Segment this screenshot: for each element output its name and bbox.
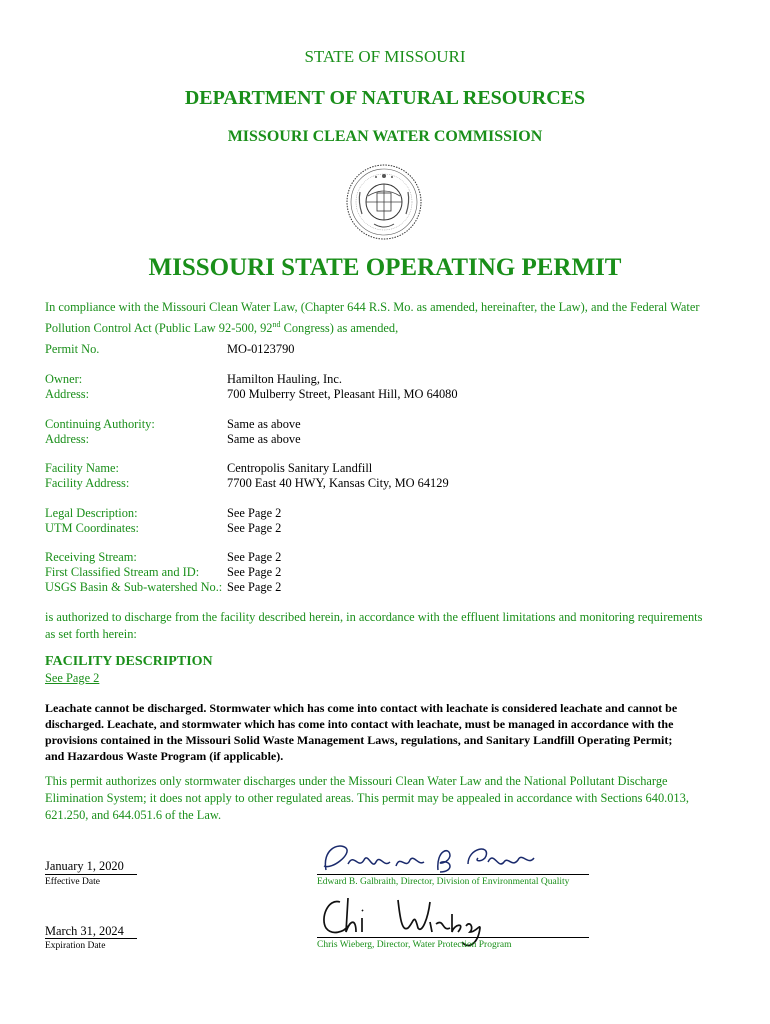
effective-date-label: Effective Date	[45, 877, 100, 887]
authorized-line-1: is authorized to discharge from the facility described herein, in accordance with the effluent limitations and monitoring requirements	[45, 610, 703, 624]
effective-date-line	[45, 874, 137, 875]
usgs-label: USGS Basin & Sub-watershed No.:	[45, 580, 223, 594]
signer1-name: Edward B. Galbraith, Director, Division of Environmental Quality	[317, 877, 570, 887]
state-heading: STATE OF MISSOURI	[304, 47, 466, 66]
continuing-authority-value: Same as above	[227, 417, 301, 431]
continuing-authority-label: Continuing Authority:	[45, 417, 155, 431]
facility-description-link[interactable]: See Page 2	[45, 671, 100, 685]
leachate-line-4: and Hazardous Waste Program (if applicable).	[45, 749, 284, 763]
facility-address-label: Facility Address:	[45, 476, 130, 490]
utm-label: UTM Coordinates:	[45, 521, 139, 535]
effective-date: January 1, 2020	[45, 859, 124, 873]
owner-address-label: Address:	[45, 387, 90, 401]
signer2-line	[317, 937, 589, 938]
expiration-date: March 31, 2024	[45, 924, 124, 938]
intro-line-1: In compliance with the Missouri Clean Water Law, (Chapter 644 R.S. Mo. as amended, hereinafter, the Law), and the Federal Water	[45, 300, 700, 314]
signer1-line	[317, 874, 589, 875]
authorizes-line-3: 621.250, and 644.051.6 of the Law.	[45, 808, 222, 822]
department-heading: DEPARTMENT OF NATURAL RESOURCES	[184, 87, 586, 109]
intro-paragraph	[45, 299, 725, 337]
signer2-name: Chris Wieberg, Director, Water Protection Program	[317, 940, 512, 950]
facility-address-value: 7700 East 40 HWY, Kansas City, MO 64129	[227, 476, 449, 490]
facility-name-value: Centropolis Sanitary Landfill	[227, 461, 373, 475]
leachate-paragraph	[45, 700, 725, 764]
intro-line-2: Pollution Control Act (Public Law 92-500, 92nd Congress) as amended,	[45, 320, 399, 336]
facility-description-heading: FACILITY DESCRIPTION	[45, 654, 213, 669]
legal-description-value: See Page 2	[227, 506, 282, 520]
receiving-stream-label: Receiving Stream:	[45, 550, 137, 564]
legal-description-label: Legal Description:	[45, 506, 138, 520]
commission-heading: MISSOURI CLEAN WATER COMMISSION	[227, 128, 543, 145]
first-classified-value: See Page 2	[227, 565, 282, 579]
leachate-line-3: provisions contained in the Missouri Solid Waste Management Laws, regulations, and Sanitary Landfill Operating Permit;	[45, 733, 673, 747]
authorizes-line-1: This permit authorizes only stormwater discharges under the Missouri Clean Water Law and the National Pollutant Discharge	[45, 774, 668, 788]
permit-no-label: Permit No.	[45, 342, 100, 356]
first-classified-label: First Classified Stream and ID:	[45, 565, 200, 579]
owner-label: Owner:	[45, 372, 83, 386]
authorizes-line-2: Elimination System; it does not apply to other regulated areas. This permit may be appealed in accordance with Sections 640.013,	[45, 791, 689, 805]
expiration-date-label: Expiration Date	[45, 941, 106, 951]
receiving-stream-value: See Page 2	[227, 550, 282, 564]
permit-no-value: MO-0123790	[227, 342, 295, 356]
utm-value: See Page 2	[227, 521, 282, 535]
owner-address-value: 700 Mulberry Street, Pleasant Hill, MO 64080	[227, 387, 458, 401]
permit-title: MISSOURI STATE OPERATING PERMIT	[148, 254, 622, 281]
missouri-state-seal-icon	[344, 162, 424, 242]
ca-address-value: Same as above	[227, 432, 301, 446]
authorized-paragraph	[45, 609, 725, 643]
authorizes-paragraph	[45, 773, 725, 824]
facility-name-label: Facility Name:	[45, 461, 119, 475]
ca-address-label: Address:	[45, 432, 90, 446]
leachate-line-2: discharged. Leachate, and stormwater which has come into contact with leachate, must be managed in accordance with the	[45, 717, 674, 731]
expiration-date-line	[45, 938, 137, 939]
leachate-line-1: Leachate cannot be discharged. Stormwater which has come into contact with leachate is considered leachate and cannot be	[45, 701, 678, 715]
owner-value: Hamilton Hauling, Inc.	[227, 372, 342, 386]
authorized-line-2: as set forth herein:	[45, 627, 137, 641]
usgs-value: See Page 2	[227, 580, 282, 594]
